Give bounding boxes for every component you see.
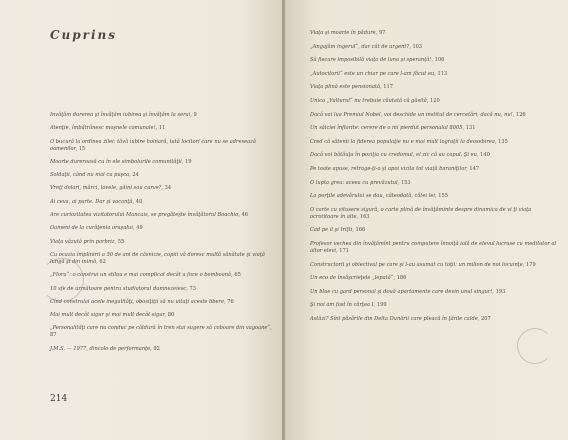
toc-entry-page: 135 [498,138,508,145]
right-entries-list [310,30,558,329]
toc-entry-page: 65 [234,272,241,279]
toc-entry-title: Viaţa plină este pensionată [310,84,380,91]
toc-entry-page: 153 [400,179,411,186]
toc-entry: O carte cu vitusere sigură, o carte plină de învăţăminte despre dinamica de vi ţi viaţa ocrotitoare în alte, 163 [310,206,532,220]
toc-entry-title: Constructorii şi obiectivul pe care şi l-au asumat cu toţii: un milion de noi locuinţe [310,261,523,268]
page-number: 214 [50,394,68,404]
toc-entry-page: 103 [412,43,423,50]
toc-entry-title: Cu ocazia împlinirii a 50 de ani de căsnicie, copiii vă doresc multă sănătate şi viaţă lungă şi din inimă [50,251,265,265]
toc-entry-page: 40 [135,198,143,205]
toc-entry-title: Pe toate apuse, retrage-ţi-o şi apoi vizita tot viaţă baraniţilor [310,165,467,172]
toc-entry-title: Ai ceva, ai parte. Dar şi vacanţă [50,198,133,205]
toc-entry-page: 193 [495,288,506,295]
left-page [0,0,283,440]
toc-entry: Soldaţii, când nu mai cu puşca, 24 [50,172,139,179]
toc-entry: Un eco de însăşcrieţele „lepată“, 186 [310,275,407,282]
toc-entry: Un sălciei înflorite: cerere de o mi pierdut personalul 8005, 131 [310,125,476,132]
toc-entry-title: Viața văzută prin parbriz [50,238,115,245]
toc-entry-page: 55 [117,238,125,245]
toc-entry-page: 120 [430,97,440,104]
toc-entry-title: Un eco de însăşcrieţele „lepată“ [310,275,394,282]
toc-entry: Unica „Vulturul“ nu trebuie căutată că găsită, 120 [310,97,440,104]
toc-entry: Oameni de la curăţenia oraşului, 49 [50,225,143,232]
toc-entry: Are curiozitatea vizitatorului Mancais, se pregăteşte învăţătorul Boachio, 46 [50,212,248,219]
toc-entry-page: 49 [136,225,143,232]
toc-entry: Constructorii şi obiectivul pe care şi l-au asumat cu toţii: un milion de noi locuinţe, 179 [310,261,536,268]
toc-entry-title: Dacă voi lua Premiul Nobel, voi deschide un institut de cercetări, dacă nu, nu! [310,111,513,118]
toc-entry-title: Un blue cu gard personal şi două apartamente care devin unul singur! [310,288,493,295]
toc-entry: Viața văzută prin parbriz, 55 [50,238,125,245]
toc-entry-page: 92 [153,345,160,352]
toc-entry-title: Profesor vechea din învăţămînt pentru computere înnoiţă ială de elevul lucrase cu meditator al altor elevi [310,240,557,254]
toc-entry: Cu ocazia împlinirii a 50 de ani de căsnicie, copiii vă doresc multă sănătate şi viaţă lungă şi din inimă, 62 [50,251,265,265]
library-stamp-mark [517,328,553,364]
toc-entry: Pe toate apuse, retrage-ţi-o şi apoi vizita tot viaţă baraniţilor, 147 [310,165,480,172]
toc-entry: Ai ceva, ai parte. Dar şi vacanţă, 40 [50,198,143,205]
toc-entry: O bucură la ordinea zilei: tăvă iubire hoinară, tată locitori care nu se adresează oamenilor, 15 [50,138,256,152]
toc-entry-page: 9 [193,112,197,118]
toc-entry-title: „Personalităţi care nu conduc pe căldură în tren stai sugere să coboare din vagoane“ [50,325,271,332]
toc-entry-page: 73 [189,285,197,292]
toc-entry-title: Vreţi dolari, mărci, lovele, găini sau curve? [50,185,162,192]
toc-entry: Să fiecare imposibilă viaţa de luna şi speranţă!, 106 [310,57,445,64]
toc-entry-title: Are curiozitatea vizitatorului Mancais, se pregăteşte învăţătorul Boachio [50,212,239,219]
toc-entry-page: 155 [438,193,448,200]
left-entries-list [50,112,272,359]
toc-entry-title: Şi noi am fost în cărţea I [310,302,374,309]
toc-entry-title: J.M.S. — 1977, dincolo de performanţe [50,345,151,352]
toc-entry-title: „Autocitorii“ este un chiar pe care l-am făcut eu [310,70,435,77]
toc-entry-page: 19 [185,158,192,165]
toc-entry-page: 166 [355,227,366,234]
toc-entry-page: 140 [480,152,490,159]
toc-entry-page: 113 [437,70,448,77]
toc-entry-page: 97 [378,30,386,36]
toc-entry: Invăţăm durerea şi învăţăm iubirea şi învăţăm la serai, 9 [50,112,197,118]
toc-entry: „Floru“: o construi un stilou e mai complicat decât a face o bomboană, 65 [50,272,241,279]
toc-entry-title: Cînd construiai acele inegalităţi, obosiţiţii să nu uitaţi aceste libere [50,298,224,305]
toc-entry-title: O bucură la ordinea zilei: tăvă iubire hoinară, tată locitori care nu se adresează oamenilor [50,138,256,152]
toc-entry-title: Viaţa şi moarte în pădure [310,30,376,36]
toc-entry-page: 179 [526,261,536,268]
toc-entry-title: Un sălciei înflorite: cerere de o mi pierdut personalul 8005 [310,125,463,132]
toc-entry-page: 131 [465,125,476,132]
toc-entry: „Personalităţi care nu conduc pe căldură în tren stai sugere să coboare din vagoane“, 87 [50,325,272,339]
toc-entry: Dacă voi lua Premiul Nobel, voi deschide un institut de cercetări, dacă nu, nu!, 126 [310,111,526,118]
toc-entry: Viaţa şi moarte în pădure, 97 [310,30,386,36]
toc-entry: Moarte dureroasă cu în ele simbolurile comunităţii, 19 [50,158,192,165]
toc-entry-page: 46 [241,212,248,219]
toc-entry: „Angajăm ingerul“, dar cât de urgent?, 103 [310,43,423,50]
toc-entry: Astăzi? Sînt păsările din Delta Dunării care pleacă în ţările calde, 207 [310,315,491,322]
toc-entry-page: 106 [434,57,445,64]
toc-entry-page: 80 [167,312,175,319]
toc-entry-title: 10 sfe de următoare pentru studiatorul dumnezeiesc [50,285,187,292]
toc-entry-title: Să fiecare imposibilă viaţa de luna şi speranţă! [310,57,432,64]
toc-entry-page: 11 [158,125,166,132]
toc-entry-page: 117 [383,84,393,91]
toc-entry-page: 62 [99,258,106,265]
toc-entry-page: 126 [515,111,526,118]
toc-entry-title: Moarte dureroasă cu în ele simbolurile comunităţii [50,158,182,165]
toc-entry: Cad pe il şi triţti, 166 [310,227,366,234]
toc-entry-title: Oameni de la curăţenia oraşului [50,225,133,232]
toc-entry-page: 24 [132,172,139,179]
toc-entry-title: Cred că sătenii la fiderea populaţie nu e mai mult lograţii la deosebirea [310,138,495,145]
toc-entry: Atenţie, îmbătrânesc moşnele comunale!, 11 [50,125,166,132]
toc-entry-title: O lupta grea: aceea cu prevăzutul [310,179,398,186]
toc-entry-title: Astăzi? Sînt păsările din Delta Dunării care pleacă în ţările calde [310,315,478,322]
toc-entry: Mai mult decât sigur şi mai mult decât sigur, 80 [50,312,175,319]
toc-entry-title: Invăţăm durerea şi învăţăm iubirea şi învăţăm la serai [50,112,191,118]
toc-entry: 10 sfe de următoare pentru studiatorul dumnezeiesc, 73 [50,285,197,292]
toc-entry-title: Soldaţii, când nu mai cu puşca [50,172,130,179]
toc-entry-page: 147 [469,165,480,172]
right-page [285,0,568,440]
toc-entry: Un blue cu gard personal şi două apartamente care devin unul singur!, 193 [310,288,506,295]
contents-heading: Cuprins [50,28,118,42]
toc-entry-page: 207 [481,315,491,322]
toc-entry-page: 76 [227,298,234,305]
toc-entry-title: „Floru“: o construi un stilou e mai complicat decât a face o bomboană [50,272,232,279]
toc-entry-page: 163 [359,213,370,220]
library-stamp-mark [40,258,84,302]
toc-entry-page: 15 [78,145,86,152]
toc-entry-title: Cad pe il şi triţti [310,227,353,234]
toc-entry: Vreţi dolari, mărci, lovele, găini sau curve?, 34 [50,185,172,192]
toc-entry-title: Dacă voi bătăuţa în poziţia cu credomul, el zic că au capul. Şi eu [310,152,477,159]
toc-entry-page: 199 [376,302,387,309]
toc-entry: Dacă voi bătăuţa în poziţia cu credomul, el zic că au capul. Şi eu, 140 [310,152,490,159]
toc-entry: O lupta grea: aceea cu prevăzutul, 153 [310,179,411,186]
toc-entry: La porţile adevărului se dau, câteodată, câtei lei, 155 [310,193,448,200]
toc-entry: Cînd construiai acele inegalităţi, obosiţiţii să nu uitaţi aceste libere, 76 [50,298,234,305]
toc-entry: Cred că sătenii la fiderea populaţie nu e mai mult lograţii la deosebirea, 135 [310,138,508,145]
toc-entry-title: O carte cu vitusere sigură, o carte plină de învăţăminte despre dinamica de vi ţi viaţa ocrotitoare în alte [310,206,532,220]
toc-entry-page: 87 [50,332,57,339]
toc-entry-title: „Angajăm ingerul“, dar cât de urgent? [310,43,410,50]
toc-entry: Viaţa plină este pensionată, 117 [310,84,393,91]
toc-entry: „Autocitorii“ este un chiar pe care l-am făcut eu, 113 [310,70,448,77]
toc-entry-page: 34 [164,185,172,192]
toc-entry: Profesor vechea din învăţămînt pentru computere înnoiţă ială de elevul lucrase cu meditator al altor elevi, 171 [310,240,557,254]
toc-entry-title: Atenţie, îmbătrânesc moşnele comunale! [50,125,156,132]
toc-entry-title: La porţile adevărului se dau, câteodată, câtei lei [310,193,436,200]
toc-entry-page: 171 [339,247,349,254]
toc-entry-title: Unica „Vulturul“ nu trebuie căutată că găsită [310,97,427,104]
toc-entry: J.M.S. — 1977, dincolo de performanţe, 92 [50,345,160,352]
toc-entry: Şi noi am fost în cărţea I, 199 [310,302,387,309]
toc-entry-title: Mai mult decât sigur şi mai mult decât sigur [50,312,165,319]
toc-entry-page: 186 [396,275,407,282]
